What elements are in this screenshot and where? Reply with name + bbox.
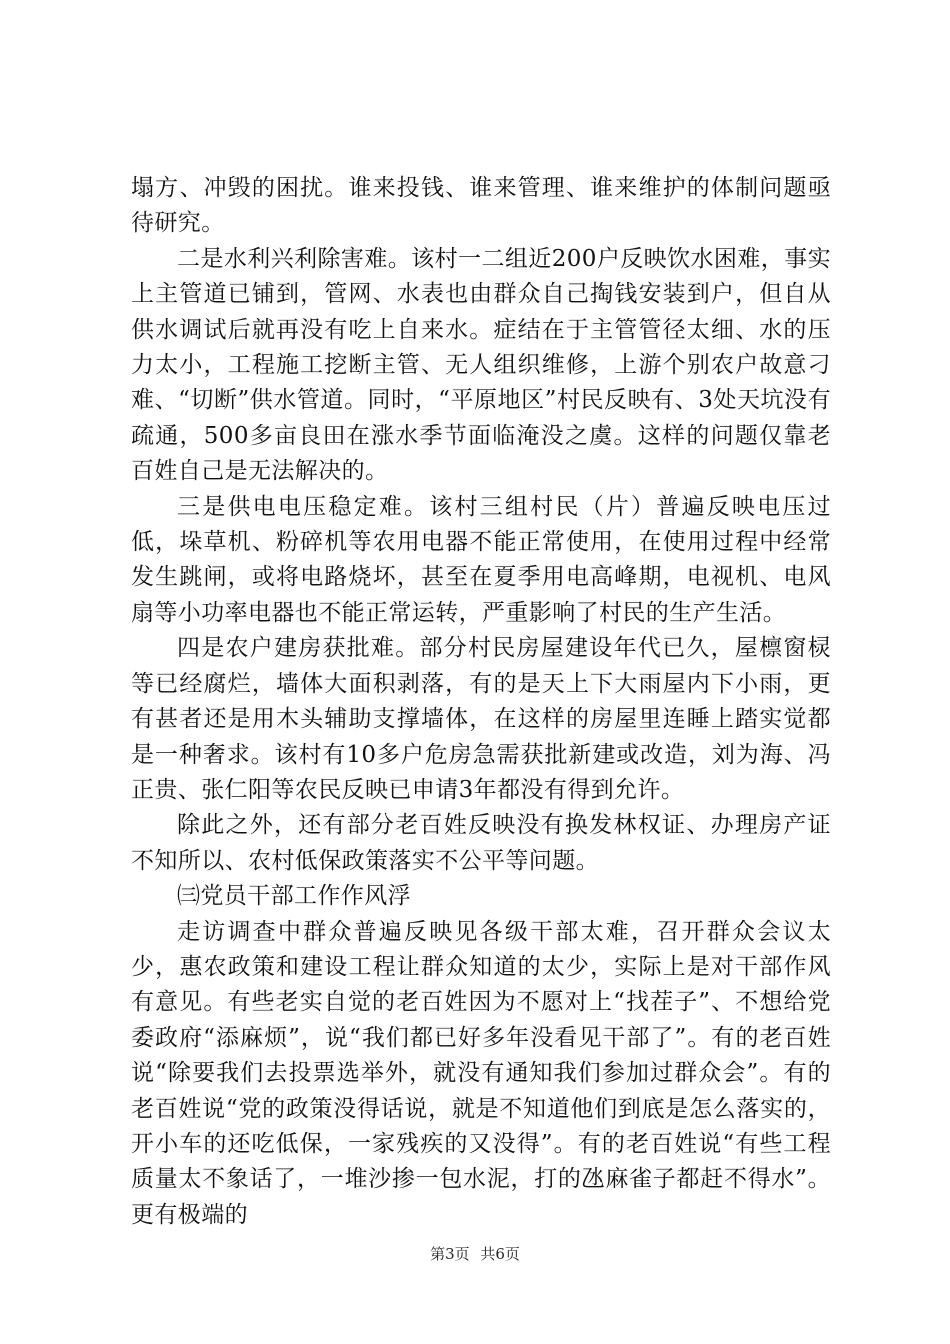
paragraph-water-conservancy: 二是水利兴利除害难。该村一二组近200户反映饮水困难，事实上主管道已铺到，管网、水表也由群众自己掏钱安装到户，但自从供水调试后就再没有吃上自来水。症结在于主管管径太细、水的压力太小，工程施工挖断主管、无人组织维修，上游个别农户故意刁难、“切断”供水管道。同时，“平原地区”村民反映有、3处天坑没有疏通，500多亩良田在涨水季节面临淹没之虞。这样的问题仅靠老百姓自己是无法解决的。 (131, 245, 831, 485)
paragraph-cadre-style: 走访调查中群众普遍反映见各级干部太难，召开群众会议太少，惠农政策和建设工程让群众知道的太少，实际上是对干部作风有意见。有些老实自觉的老百姓因为不愿对上“找茬子”、不想给党委政府“添麻烦”，说“我们都已好多年没看见干部了”。有的老百姓说“除要我们去投票选举外，就没有通知我们参加过群众会”。有的老百姓说“党的政策没得话说，就是不知道他们到底是怎么落实的，开小车的还吃低保，一家残疾的又没得”。有的老百姓说“有些工程质量太不象话了，一堆沙掺一包水泥，打的氹麻雀子都赶不得水”。更有极端的 (131, 918, 831, 1228)
paragraph-housing-approval: 四是农户建房获批难。部分村民房屋建设年代已久，屋檩窗棂等已经腐烂，墙体大面积剥落，有的是天上下大雨屋内下小雨，更有甚者还是用木头辅助支撑墙体，在这样的房屋里连睡上踏实觉都是一种奢求。该村有10多户危房急需获批新建或改造，刘为海、冯正贵、张仁阳等农民反映已申请3年都没有得到允许。 (131, 635, 831, 803)
paragraph-other-issues: 除此之外，还有部分老百姓反映没有换发林权证、办理房产证不知所以、农村低保政策落实不公平等问题。 (131, 812, 831, 874)
page-footer (0, 1244, 950, 1264)
page-number: 第3页 (430, 1245, 470, 1263)
section-heading: ㈢党员干部工作作风浮 (177, 883, 411, 910)
paragraph-continuation: 塌方、冲毁的困扰。谁来投钱、谁来管理、谁来维护的体制问题亟待研究。 (131, 175, 831, 237)
paragraph-power-voltage: 三是供电电压稳定难。该村三组村民（片）普遍反映电压过低，垛草机、粉碎机等农用电器不能正常使用，在使用过程中经常发生跳闸，或将电路烧坏，甚至在夏季用电高峰期，电视机、电风扇等小功率电器也不能正常运转，严重影响了村民的生产生活。 (131, 493, 831, 626)
page-total: 共6页 (480, 1245, 520, 1263)
document-body (131, 171, 831, 1233)
